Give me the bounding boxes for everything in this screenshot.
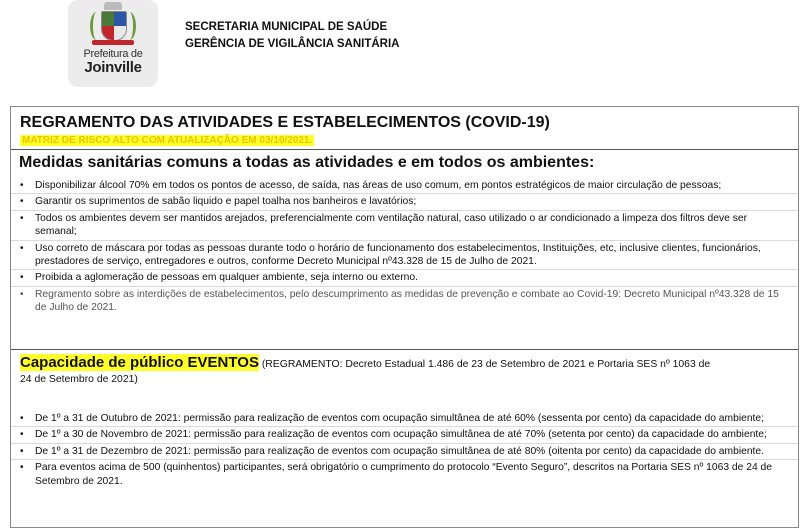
organization-header [185, 19, 399, 53]
list-item: • Garantir os suprimentos de sabão liquido e papel toalha nos banheiros e lavatórios; [11, 194, 798, 210]
regulation-table [10, 106, 799, 528]
list-item: • Disponibilizar álcool 70% em todos os pontos de acesso, de saída, nas áreas de uso comum, em pontos estratégicos de maior circulação de pessoas; [11, 178, 798, 194]
org-line-2: GERÊNCIA DE VIGILÂNCIA SANITÁRIA [185, 38, 400, 50]
bullet-icon: • [20, 429, 24, 441]
medidas-section [11, 150, 798, 350]
bullet-icon: • [20, 272, 24, 284]
list-item: • Uso correto de máscara por todas as pessoas durante todo o horário de funcionamento dos estabelecimentos, Instituições, etc, inclusive clientes, funcionários, prestadores de serviço, entregadores e outros, conforme Decreto Municipal nº43.328 de 15 de Julho de 2021. [11, 241, 798, 271]
medidas-list [11, 178, 798, 316]
eventos-heading: Capacidade de público EVENTOS [20, 354, 259, 371]
list-item: • De 1º a 30 de Novembro de 2021: permissão para realização de eventos com ocupação simultânea de até 70% (setenta por cento) da capacidade do ambiente; [11, 427, 798, 443]
list-item: • De 1º a 31 de Outubro de 2021: permissão para realização de eventos com ocupação simultânea de até 60% (sessenta por cento) da capacidade do ambiente; [11, 411, 798, 427]
coat-of-arms-icon [86, 2, 140, 48]
bullet-icon: • [20, 196, 24, 208]
logo-line-1: Prefeitura de [83, 48, 143, 60]
logo-line-2: Joinville [84, 59, 142, 76]
list-item: • De 1º a 31 de Dezembro de 2021: permissão para realização de eventos com ocupação simultânea de até 80% (oitenta por cento) da capacidade do ambiente. [11, 444, 798, 460]
bullet-icon: • [20, 288, 24, 300]
list-item: • Proibida a aglomeração de pessoas em qualquer ambiente, seja interno ou externo. [11, 270, 798, 286]
list-item: • Para eventos acima de 500 (quinhentos) participantes, será obrigatório o cumprimento do protocolo “Evento Seguro”, descritos na Portaria SES nº 1063 de 24 de Setembro de 2021. [20, 462, 772, 487]
title-section [11, 107, 798, 150]
eventos-section [11, 351, 798, 527]
bullet-icon: • [20, 242, 24, 254]
bullet-icon: • [20, 180, 24, 191]
list-item: • Regramento sobre as interdições de estabelecimentos, pelo descumprimento as medidas de prevenção e combate ao Covid-19: Decreto Municipal nº43.328 de 15 de Julho de 2021. [20, 288, 779, 314]
risk-matrix-subtitle: MATRIZ DE RISCO ALTO COM ATUALIZAÇÃO EM 03/10/2021. [22, 135, 313, 146]
bullet-icon: • [20, 212, 24, 224]
bullet-icon: • [20, 462, 24, 474]
eventos-regulation-note: (REGRAMENTO: Decreto Estadual 1.486 de 23 de Setembro de 2021 e Portaria SES nº 1063 de 24 de Setembro de 2021) [20, 359, 711, 385]
prefeitura-logo [68, 0, 158, 87]
bullet-icon: • [20, 445, 24, 457]
medidas-heading: Medidas sanitárias comuns a todas as atividades e em todos os ambientes: [19, 154, 595, 171]
org-line-1: SECRETARIA MUNICIPAL DE SAÚDE [185, 21, 388, 33]
document-title: REGRAMENTO DAS ATIVIDADES E ESTABELECIMENTOS (COVID-19) [20, 114, 550, 131]
eventos-heading-block [20, 355, 720, 387]
list-item: • Todos os ambientes devem ser mantidos arejados, preferencialmente com ventilação natural, caso utilizado o ar condicionado a limpeza dos filtros deve ser semanal; [11, 211, 798, 241]
bullet-icon: • [20, 413, 24, 424]
eventos-list [11, 411, 798, 489]
